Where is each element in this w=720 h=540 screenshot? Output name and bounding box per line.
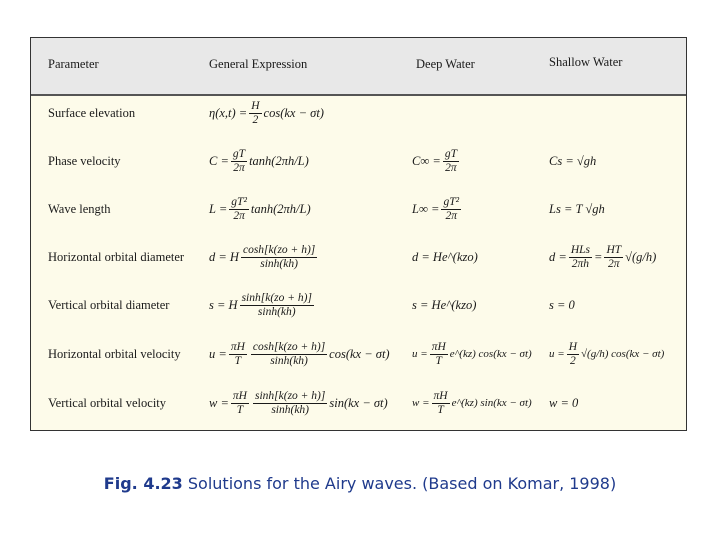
numerator: H: [568, 340, 577, 353]
fraction: [241, 244, 317, 271]
denominator: 2: [252, 113, 259, 126]
table-row: [31, 233, 686, 281]
general-expression: [209, 137, 309, 185]
denominator: 2πh: [571, 257, 590, 270]
general-expression: [209, 379, 388, 427]
deep-water-expression: [412, 330, 532, 378]
numerator: sinh[k(zo + h)]: [254, 389, 326, 402]
parameter-label: Wave length: [48, 201, 111, 216]
denominator: 2π: [233, 161, 245, 174]
expr-lhs: C =: [209, 153, 229, 168]
table-row: [31, 185, 686, 233]
table-row: [31, 330, 686, 378]
figure-label: Fig. 4.23: [103, 474, 183, 493]
denominator: 2π: [445, 161, 457, 174]
denominator: sinh(kh): [271, 403, 310, 416]
denominator: T: [236, 403, 244, 416]
expr-rhs: cos(kx − σt): [329, 346, 390, 361]
denominator: 2π: [608, 257, 620, 270]
parameter-label: Horizontal orbital velocity: [48, 346, 181, 361]
general-expression: [209, 281, 316, 329]
expr-rhs: e^(kz) cos(kx − σt): [449, 348, 532, 360]
expr-lhs: u =: [209, 346, 227, 361]
expr-rhs: √(g/h): [625, 249, 657, 264]
expr-lhs: s = H: [209, 297, 238, 312]
deep-water-expression: [412, 185, 463, 233]
figure-caption: [0, 474, 720, 493]
fraction: [251, 341, 327, 368]
numerator: HLs: [570, 243, 590, 256]
equals-sign: =: [594, 249, 603, 264]
table-header: [31, 38, 686, 96]
expr-lhs: d = H: [209, 249, 239, 264]
parameter-label: Vertical orbital diameter: [48, 297, 170, 312]
expr-rhs: e^(kz) sin(kx − σt): [451, 397, 532, 409]
numerator: sinh[k(zo + h)]: [241, 291, 312, 304]
expr-lhs: w =: [412, 397, 430, 409]
header-general-expression: General Expression: [209, 57, 308, 71]
expr-lhs: d =: [549, 249, 567, 264]
deep-water-expression: [412, 379, 532, 427]
fraction: [249, 100, 261, 127]
shallow-water-expression: [549, 233, 656, 281]
denominator: sinh(kh): [260, 257, 298, 270]
expr-lhs: C∞ =: [412, 153, 441, 168]
denominator: 2π: [233, 209, 245, 222]
airy-wave-table: [30, 37, 687, 431]
parameter-label: Vertical orbital velocity: [48, 395, 167, 410]
numerator: gT: [444, 147, 457, 160]
numerator: πH: [232, 389, 247, 402]
denominator: 2π: [445, 209, 457, 222]
expr-lhs: η(x,t) =: [209, 105, 248, 120]
expr-rhs: sin(kx − σt): [329, 395, 388, 410]
shallow-water-expression: [549, 330, 664, 378]
denominator: T: [437, 403, 444, 416]
numerator: πH: [230, 340, 245, 353]
expr-rhs: √(g/h) cos(kx − σt): [581, 348, 665, 360]
deep-water-expression: [412, 137, 461, 185]
expr-rhs: tanh(2πh/L): [250, 201, 311, 216]
general-expression: [209, 89, 324, 137]
deep-water-expression: d = He^(kzo): [412, 249, 478, 264]
fraction: [443, 148, 459, 175]
numerator: HT: [606, 243, 622, 256]
parameter-label: Phase velocity: [48, 153, 121, 168]
fraction: [229, 196, 249, 223]
numerator: gT²: [443, 195, 460, 208]
fraction: [430, 341, 448, 368]
numerator: πH: [433, 389, 448, 402]
expr-lhs: L =: [209, 201, 228, 216]
expr-lhs: u =: [549, 348, 565, 360]
general-expression: [209, 185, 311, 233]
fraction: [441, 196, 461, 223]
numerator: gT²: [231, 195, 247, 208]
numerator: cosh[k(zo + h)]: [252, 340, 326, 353]
expr-rhs: cos(kx − σt): [263, 105, 324, 120]
expr-lhs: L∞ =: [412, 201, 440, 216]
parameter-label: Horizontal orbital diameter: [48, 249, 185, 264]
shallow-water-expression: s = 0: [549, 297, 575, 312]
denominator: sinh(kh): [257, 305, 296, 318]
expr-rhs: tanh(2πh/L): [249, 153, 309, 168]
deep-water-expression: s = He^(kzo): [412, 297, 477, 312]
parameter-label: Surface elevation: [48, 105, 136, 120]
fraction: [432, 390, 450, 417]
shallow-water-expression: Ls = T √gh: [549, 201, 605, 216]
expr-lhs: u =: [412, 348, 428, 360]
header-deep-water: Deep Water: [416, 57, 475, 71]
fraction: [604, 244, 623, 271]
fraction: [253, 390, 327, 417]
fraction: [229, 341, 247, 368]
numerator: cosh[k(zo + h)]: [242, 243, 316, 256]
numerator: gT: [232, 147, 246, 160]
table-row: [31, 379, 686, 427]
fraction: [231, 390, 249, 417]
table-row: [31, 281, 686, 329]
header-shallow-water: Shallow Water: [549, 55, 623, 69]
shallow-water-expression: Cs = √gh: [549, 153, 597, 168]
denominator: 2: [569, 354, 576, 367]
denominator: T: [435, 354, 442, 367]
denominator: T: [234, 354, 242, 367]
fraction: [231, 148, 247, 175]
shallow-water-expression: w = 0: [549, 395, 579, 410]
general-expression: [209, 330, 390, 378]
numerator: H: [251, 99, 260, 112]
general-expression: [209, 233, 319, 281]
table-row: [31, 137, 686, 185]
table-row: [31, 89, 686, 137]
header-parameter: Parameter: [48, 57, 99, 71]
fraction: [567, 341, 579, 368]
figure-description: Solutions for the Airy waves. (Based on Komar, 1998): [187, 474, 617, 493]
denominator: sinh(kh): [270, 354, 308, 367]
expr-lhs: w =: [209, 395, 229, 410]
numerator: πH: [431, 340, 446, 353]
fraction: [569, 244, 592, 271]
fraction: [240, 292, 314, 319]
